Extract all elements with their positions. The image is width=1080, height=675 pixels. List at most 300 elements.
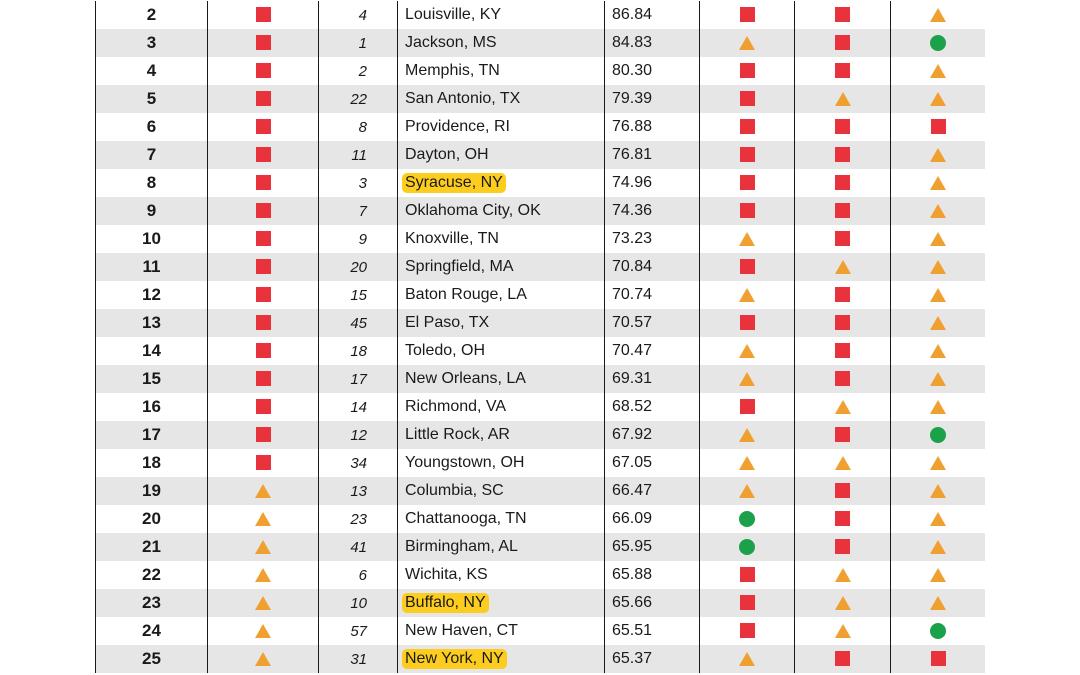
orange-triangle-icon [835, 568, 851, 582]
status-cell [208, 197, 319, 225]
indicator-b-cell [795, 561, 891, 589]
rank-cell-text: 14 [142, 341, 161, 360]
previous-rank-cell-text: 41 [350, 538, 367, 556]
city-cell-text: San Antonio, TX [405, 90, 521, 107]
city-cell [398, 309, 605, 337]
table-row [96, 449, 986, 477]
orange-triangle-icon [930, 204, 946, 218]
orange-triangle-icon [930, 260, 946, 274]
score-cell [605, 337, 700, 365]
rank-cell-text: 12 [142, 285, 161, 304]
status-cell [208, 309, 319, 337]
score-cell [605, 197, 700, 225]
status-cell [208, 589, 319, 617]
status-cell [208, 505, 319, 533]
city-cell [398, 113, 605, 141]
score-cell [605, 533, 700, 561]
ranking-table [95, 1, 985, 673]
score-cell-text: 76.88 [612, 118, 653, 135]
table-row [96, 505, 986, 533]
city-cell-text: Louisville, KY [405, 6, 502, 23]
city-cell-text: New Haven, CT [405, 622, 518, 639]
red-square-icon [256, 147, 271, 162]
status-cell [208, 169, 319, 197]
red-square-icon [835, 483, 850, 498]
indicator-b-cell [795, 505, 891, 533]
indicator-c-cell [891, 197, 986, 225]
red-square-icon [256, 35, 271, 50]
table-row [96, 365, 986, 393]
indicator-b-cell [795, 197, 891, 225]
score-cell [605, 141, 700, 169]
rank-cell [96, 197, 208, 225]
score-cell [605, 29, 700, 57]
orange-triangle-icon [255, 484, 271, 498]
rank-cell [96, 57, 208, 85]
indicator-a-cell [700, 393, 795, 421]
indicator-a-cell [700, 197, 795, 225]
city-cell-text: Little Rock, AR [405, 426, 510, 443]
green-circle-icon [930, 623, 946, 639]
indicator-c-cell [891, 253, 986, 281]
red-square-icon [931, 119, 946, 134]
score-cell [605, 113, 700, 141]
previous-rank-cell [319, 113, 398, 141]
previous-rank-cell-text: 13 [350, 482, 367, 500]
indicator-c-cell [891, 589, 986, 617]
status-cell [208, 421, 319, 449]
indicator-c-cell [891, 57, 986, 85]
score-cell [605, 561, 700, 589]
indicator-c-cell [891, 645, 986, 673]
indicator-a-cell [700, 29, 795, 57]
city-cell-text: Baton Rouge, LA [405, 286, 527, 303]
red-square-icon [835, 231, 850, 246]
city-cell-text: Chattanooga, TN [405, 510, 527, 527]
green-circle-icon [739, 511, 755, 527]
indicator-b-cell [795, 57, 891, 85]
rank-cell-text: 5 [146, 89, 157, 108]
score-cell-text: 74.36 [612, 202, 653, 219]
status-cell [208, 561, 319, 589]
orange-triangle-icon [739, 652, 755, 666]
table-row [96, 617, 986, 645]
orange-triangle-icon [739, 484, 755, 498]
city-cell [398, 505, 605, 533]
orange-triangle-icon [930, 484, 946, 498]
rank-cell-text: 17 [142, 425, 161, 444]
red-square-icon [256, 175, 271, 190]
city-cell [398, 169, 605, 197]
indicator-c-cell [891, 337, 986, 365]
status-cell [208, 365, 319, 393]
red-square-icon [740, 91, 755, 106]
status-cell [208, 337, 319, 365]
city-cell-text: Toledo, OH [405, 342, 486, 359]
previous-rank-cell [319, 1, 398, 29]
city-cell [398, 561, 605, 589]
rank-cell [96, 113, 208, 141]
red-square-icon [740, 567, 755, 582]
previous-rank-cell-text: 8 [358, 118, 367, 136]
city-cell [398, 421, 605, 449]
indicator-a-cell [700, 281, 795, 309]
indicator-c-cell [891, 449, 986, 477]
previous-rank-cell [319, 253, 398, 281]
red-square-icon [740, 203, 755, 218]
city-cell [398, 85, 605, 113]
rank-cell-text: 3 [146, 33, 157, 52]
score-cell [605, 281, 700, 309]
score-cell-text: 84.83 [612, 34, 653, 51]
score-cell [605, 449, 700, 477]
rank-cell [96, 645, 208, 673]
previous-rank-cell [319, 393, 398, 421]
city-cell-text: New York, NY [402, 649, 507, 669]
red-square-icon [256, 119, 271, 134]
score-cell-text: 79.39 [612, 90, 653, 107]
red-square-icon [256, 315, 271, 330]
red-square-icon [256, 343, 271, 358]
city-cell [398, 449, 605, 477]
city-cell-text: Springfield, MA [405, 258, 514, 275]
green-circle-icon [739, 539, 755, 555]
previous-rank-cell [319, 281, 398, 309]
score-cell-text: 73.23 [612, 230, 653, 247]
rank-cell [96, 589, 208, 617]
orange-triangle-icon [739, 288, 755, 302]
indicator-b-cell [795, 281, 891, 309]
red-square-icon [256, 63, 271, 78]
status-cell [208, 1, 319, 29]
score-cell [605, 57, 700, 85]
table-row [96, 85, 986, 113]
orange-triangle-icon [930, 540, 946, 554]
orange-triangle-icon [739, 232, 755, 246]
previous-rank-cell [319, 141, 398, 169]
status-cell [208, 449, 319, 477]
rank-cell [96, 281, 208, 309]
city-cell [398, 393, 605, 421]
previous-rank-cell [319, 365, 398, 393]
city-cell-text: Memphis, TN [405, 62, 500, 79]
indicator-c-cell [891, 85, 986, 113]
indicator-a-cell [700, 225, 795, 253]
orange-triangle-icon [930, 456, 946, 470]
indicator-b-cell [795, 309, 891, 337]
score-cell-text: 68.52 [612, 398, 653, 415]
indicator-b-cell [795, 85, 891, 113]
previous-rank-cell [319, 169, 398, 197]
orange-triangle-icon [930, 232, 946, 246]
previous-rank-cell [319, 225, 398, 253]
city-cell [398, 337, 605, 365]
status-cell [208, 617, 319, 645]
city-cell-text: El Paso, TX [405, 314, 490, 331]
table-row [96, 533, 986, 561]
table-row [96, 281, 986, 309]
red-square-icon [740, 595, 755, 610]
red-square-icon [740, 175, 755, 190]
indicator-a-cell [700, 561, 795, 589]
city-cell [398, 253, 605, 281]
table-row [96, 1, 986, 29]
city-cell-text: Richmond, VA [405, 398, 507, 415]
previous-rank-cell-text: 6 [358, 566, 367, 584]
indicator-c-cell [891, 393, 986, 421]
orange-triangle-icon [739, 344, 755, 358]
previous-rank-cell [319, 617, 398, 645]
city-cell [398, 533, 605, 561]
red-square-icon [835, 287, 850, 302]
table-row [96, 589, 986, 617]
previous-rank-cell-text: 15 [350, 286, 367, 304]
indicator-b-cell [795, 1, 891, 29]
orange-triangle-icon [835, 92, 851, 106]
city-cell-text: Buffalo, NY [402, 593, 489, 613]
rank-cell-text: 13 [142, 313, 161, 332]
orange-triangle-icon [930, 288, 946, 302]
score-cell-text: 67.05 [612, 454, 653, 471]
orange-triangle-icon [739, 372, 755, 386]
indicator-a-cell [700, 449, 795, 477]
rank-cell [96, 533, 208, 561]
city-cell [398, 281, 605, 309]
previous-rank-cell-text: 31 [350, 650, 367, 668]
previous-rank-cell [319, 57, 398, 85]
red-square-icon [740, 315, 755, 330]
orange-triangle-icon [255, 624, 271, 638]
indicator-a-cell [700, 1, 795, 29]
indicator-c-cell [891, 1, 986, 29]
score-cell-text: 65.37 [612, 650, 653, 667]
ranking-table-container [95, 0, 985, 675]
table-row [96, 29, 986, 57]
orange-triangle-icon [255, 596, 271, 610]
city-cell-text: Wichita, KS [405, 566, 488, 583]
previous-rank-cell-text: 57 [350, 622, 367, 640]
table-row [96, 645, 986, 673]
rank-cell [96, 505, 208, 533]
score-cell [605, 169, 700, 197]
red-square-icon [740, 259, 755, 274]
city-cell [398, 141, 605, 169]
table-row [96, 253, 986, 281]
orange-triangle-icon [930, 148, 946, 162]
score-cell [605, 505, 700, 533]
red-square-icon [835, 371, 850, 386]
indicator-a-cell [700, 477, 795, 505]
orange-triangle-icon [930, 568, 946, 582]
city-cell [398, 589, 605, 617]
table-row [96, 57, 986, 85]
orange-triangle-icon [255, 512, 271, 526]
rank-cell [96, 85, 208, 113]
table-row [96, 309, 986, 337]
rank-cell-text: 16 [142, 397, 161, 416]
indicator-b-cell [795, 225, 891, 253]
status-cell [208, 113, 319, 141]
city-cell [398, 197, 605, 225]
red-square-icon [256, 91, 271, 106]
indicator-c-cell [891, 421, 986, 449]
score-cell-text: 66.47 [612, 482, 653, 499]
previous-rank-cell-text: 11 [351, 146, 367, 164]
status-cell [208, 533, 319, 561]
red-square-icon [256, 427, 271, 442]
indicator-a-cell [700, 365, 795, 393]
city-cell [398, 225, 605, 253]
previous-rank-cell-text: 14 [350, 398, 367, 416]
red-square-icon [835, 63, 850, 78]
indicator-a-cell [700, 309, 795, 337]
previous-rank-cell-text: 23 [350, 510, 367, 528]
previous-rank-cell-text: 17 [350, 370, 367, 388]
rank-cell [96, 337, 208, 365]
rank-cell [96, 477, 208, 505]
indicator-b-cell [795, 421, 891, 449]
score-cell-text: 65.66 [612, 594, 653, 611]
city-cell-text: Jackson, MS [405, 34, 497, 51]
red-square-icon [740, 7, 755, 22]
rank-cell [96, 421, 208, 449]
rank-cell-text: 25 [142, 649, 161, 668]
city-cell [398, 617, 605, 645]
orange-triangle-icon [930, 512, 946, 526]
previous-rank-cell [319, 645, 398, 673]
indicator-b-cell [795, 29, 891, 57]
rank-cell [96, 393, 208, 421]
orange-triangle-icon [255, 652, 271, 666]
table-row [96, 393, 986, 421]
rank-cell-text: 22 [142, 565, 161, 584]
rank-cell-text: 19 [142, 481, 161, 500]
previous-rank-cell-text: 34 [350, 454, 367, 472]
indicator-c-cell [891, 225, 986, 253]
red-square-icon [835, 651, 850, 666]
rank-cell [96, 365, 208, 393]
score-cell [605, 309, 700, 337]
indicator-a-cell [700, 169, 795, 197]
orange-triangle-icon [930, 8, 946, 22]
rank-cell-text: 18 [142, 453, 161, 472]
orange-triangle-icon [255, 540, 271, 554]
green-circle-icon [930, 35, 946, 51]
orange-triangle-icon [835, 260, 851, 274]
rank-cell [96, 169, 208, 197]
previous-rank-cell [319, 505, 398, 533]
red-square-icon [740, 623, 755, 638]
red-square-icon [835, 175, 850, 190]
red-square-icon [835, 343, 850, 358]
score-cell-text: 76.81 [612, 146, 653, 163]
status-cell [208, 29, 319, 57]
score-cell-text: 67.92 [612, 426, 653, 443]
orange-triangle-icon [835, 456, 851, 470]
status-cell [208, 393, 319, 421]
score-cell [605, 477, 700, 505]
red-square-icon [835, 511, 850, 526]
indicator-b-cell [795, 393, 891, 421]
table-row [96, 421, 986, 449]
orange-triangle-icon [930, 176, 946, 190]
red-square-icon [835, 203, 850, 218]
indicator-a-cell [700, 85, 795, 113]
rank-cell-text: 23 [142, 593, 161, 612]
indicator-b-cell [795, 477, 891, 505]
indicator-c-cell [891, 561, 986, 589]
orange-triangle-icon [835, 624, 851, 638]
rank-cell-text: 6 [146, 117, 157, 136]
previous-rank-cell-text: 9 [358, 230, 367, 248]
red-square-icon [835, 35, 850, 50]
red-square-icon [256, 231, 271, 246]
indicator-a-cell [700, 421, 795, 449]
table-row [96, 225, 986, 253]
rank-cell [96, 561, 208, 589]
table-row [96, 141, 986, 169]
red-square-icon [256, 371, 271, 386]
orange-triangle-icon [930, 92, 946, 106]
rank-cell [96, 225, 208, 253]
score-cell [605, 85, 700, 113]
green-circle-icon [930, 427, 946, 443]
status-cell [208, 281, 319, 309]
city-cell-text: Youngstown, OH [405, 454, 525, 471]
rank-cell-text: 7 [146, 145, 157, 164]
orange-triangle-icon [739, 428, 755, 442]
rank-cell [96, 617, 208, 645]
score-cell [605, 393, 700, 421]
indicator-a-cell [700, 253, 795, 281]
indicator-a-cell [700, 141, 795, 169]
previous-rank-cell [319, 29, 398, 57]
score-cell-text: 80.30 [612, 62, 653, 79]
indicator-c-cell [891, 533, 986, 561]
rank-cell [96, 253, 208, 281]
previous-rank-cell [319, 589, 398, 617]
orange-triangle-icon [930, 400, 946, 414]
score-cell-text: 70.74 [612, 286, 653, 303]
rank-cell-text: 24 [142, 621, 161, 640]
previous-rank-cell [319, 309, 398, 337]
previous-rank-cell [319, 337, 398, 365]
orange-triangle-icon [835, 596, 851, 610]
ranking-table-body [96, 1, 986, 673]
red-square-icon [835, 119, 850, 134]
red-square-icon [740, 119, 755, 134]
indicator-c-cell [891, 29, 986, 57]
previous-rank-cell-text: 10 [350, 594, 367, 612]
indicator-b-cell [795, 617, 891, 645]
score-cell [605, 617, 700, 645]
city-cell-text: New Orleans, LA [405, 370, 526, 387]
red-square-icon [256, 7, 271, 22]
previous-rank-cell [319, 421, 398, 449]
red-square-icon [256, 287, 271, 302]
red-square-icon [256, 259, 271, 274]
previous-rank-cell [319, 85, 398, 113]
city-cell [398, 645, 605, 673]
score-cell-text: 70.84 [612, 258, 653, 275]
score-cell [605, 253, 700, 281]
orange-triangle-icon [930, 344, 946, 358]
red-square-icon [835, 315, 850, 330]
score-cell-text: 65.95 [612, 538, 653, 555]
table-row [96, 477, 986, 505]
indicator-c-cell [891, 169, 986, 197]
score-cell [605, 589, 700, 617]
